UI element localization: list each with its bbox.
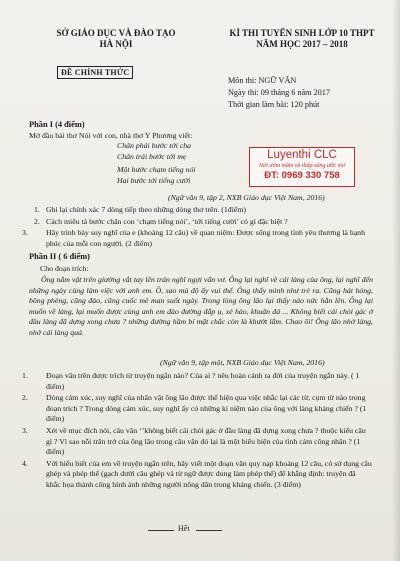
part1-title: Phần I (4 điểm): [29, 120, 85, 129]
advert-stamp: [249, 147, 355, 187]
part2-source: (Ngữ văn 9, tập một, NXB Giáo dục Việt Nam, 2016): [160, 358, 325, 367]
exam-date: Ngày thi: 09 tháng 6 năm 2017: [228, 88, 330, 97]
end-marker: Hết: [178, 524, 190, 533]
poem-line-1: Chân phải bước tới cha: [117, 141, 192, 150]
page-shadow: [392, 0, 400, 561]
advert-slogan: Nơi ươm mầm và thắp sáng ước mơ: [258, 163, 346, 169]
official-label: ĐỀ CHÍNH THỨC: [57, 66, 133, 79]
part2-question: 3. Xét về mục đích nói, câu văn ‘’không biết cái chòi gác ở đầu làng đã dựng xong chưa ? thuộc kiểu câu gì ? Vì sao nỗi trăn trở của ông lão trong câu văn đó lại là một biểu hiện của tình cảm công nhân ? (1 điểm): [22, 425, 366, 457]
exam-subject: Môn thi: NGỮ VĂN: [228, 76, 297, 85]
part2-questions: [22, 371, 372, 491]
poem-line-4: Hai bước tới tiếng cười: [117, 175, 191, 185]
end-rule-left: [148, 530, 174, 531]
part2-question: 1. Đoạn văn trên được trích từ truyện ngắn nào? Của ai ? nêu hoàn cảnh ra đời của truyện ngắn này. ( 1 điểm): [22, 371, 360, 391]
part1-question: 3. Hãy trình bày suy nghĩ của e (khoảng 12 câu) về quan niệm: Được sống trong tình yêu thương là hạnh phúc của mỗi con người. (2 điểm): [22, 228, 365, 248]
part2-intro: Cho đoạn trích:: [40, 264, 89, 273]
exam-title: KÌ THI TUYỂN SINH LỚP 10 THPT: [229, 28, 375, 38]
part1-question: 1. Ghi lại chính xác 7 dòng tiếp theo những dòng thơ trên. (1điểm): [34, 205, 246, 214]
department-name: SỞ GIÁO DỤC VÀ ĐÀO TẠO: [56, 28, 176, 38]
exam-meta: [228, 75, 330, 111]
exam-title-block: [214, 28, 390, 50]
poem-line-2: Chân trái bước tới mẹ: [117, 151, 187, 161]
part1-questions: [22, 205, 374, 249]
poem-block: [117, 141, 196, 186]
end-rule-right: [196, 530, 222, 531]
part2-title: Phần II ( 6 điểm): [29, 252, 90, 261]
part1-source: (Ngữ văn 9, tập 2, NXB Giáo dục Việt Nam, 2016): [168, 193, 325, 202]
department-block: [46, 28, 186, 50]
part2-question: 2. Dòng cảm xúc, suy nghĩ của nhân vật ông lão được thể hiện qua việc nhắc lại các từ, cụm từ nào trong đoạn trích ? Trong dòng cảm xúc, suy nghĩ ấy có những kỉ niệm nào của ông với làng kháng chiến ? (1 điểm): [22, 393, 367, 424]
part1-question: 2. Cách miêu tả bước chân con ‘chạm tiếng nói’, ‘tới tiếng cười’ có gì đặc biệt ?: [34, 216, 288, 226]
part1-intro: Mở đầu bài thơ Nói với con, nhà thơ Y Phương viết:: [29, 131, 193, 140]
exam-year: NĂM HỌC 2017 – 2018: [256, 39, 348, 49]
poem-line-3: Một bước chạm tiếng nói: [117, 165, 196, 175]
advert-phone: ĐT: 0969 330 758: [264, 170, 340, 181]
advert-name: Luyenthi CLC: [267, 149, 337, 161]
exam-duration: Thời gian làm bài: 120 phút: [228, 100, 320, 109]
excerpt-paragraph: Ông nằm vật trên giường vắt tay lên trán nghĩ ngợi vẩn vơ. Ông lại nghĩ về cái làng của ông, lại nghĩ đến những ngày cùng làm việc với anh em. Ồ, sao mà độ ấy vui thế. Ông thấy mình như trẻ ra. Cũng hát hỏng, bông phèng, cũng đào, cũng cuốc mê man suốt ngày. Trong lòng ông lão lại thấy náo nức hẳn lên. Ông lại muốn về làng, lại muốn được cùng anh em đào đường đắp ụ, xẻ hào, khuân đá ... Không biết cái chòi gác ở đầu làng đã dựng xong chưa ? những đường hầm bí mật chắc còn là khướt lắm. Chao ôi! Ông lão nhớ làng, nhớ cái làng quá.: [29, 275, 373, 337]
department-city: HÀ NỘI: [99, 39, 133, 49]
part2-question: 4. Với hiểu biết của em về truyện ngắn trên, hãy viết một đoạn văn quy nạp khoảng 12 câu, có sử dụng câu ghép và phép thế (gạch dưới câu ghép và từ ngữ được dung làm phép thế) để khẳng định: truyện đã khắc họa thành công hình ảnh những người nông dân trong kháng chiến. (3 điểm): [22, 458, 372, 489]
